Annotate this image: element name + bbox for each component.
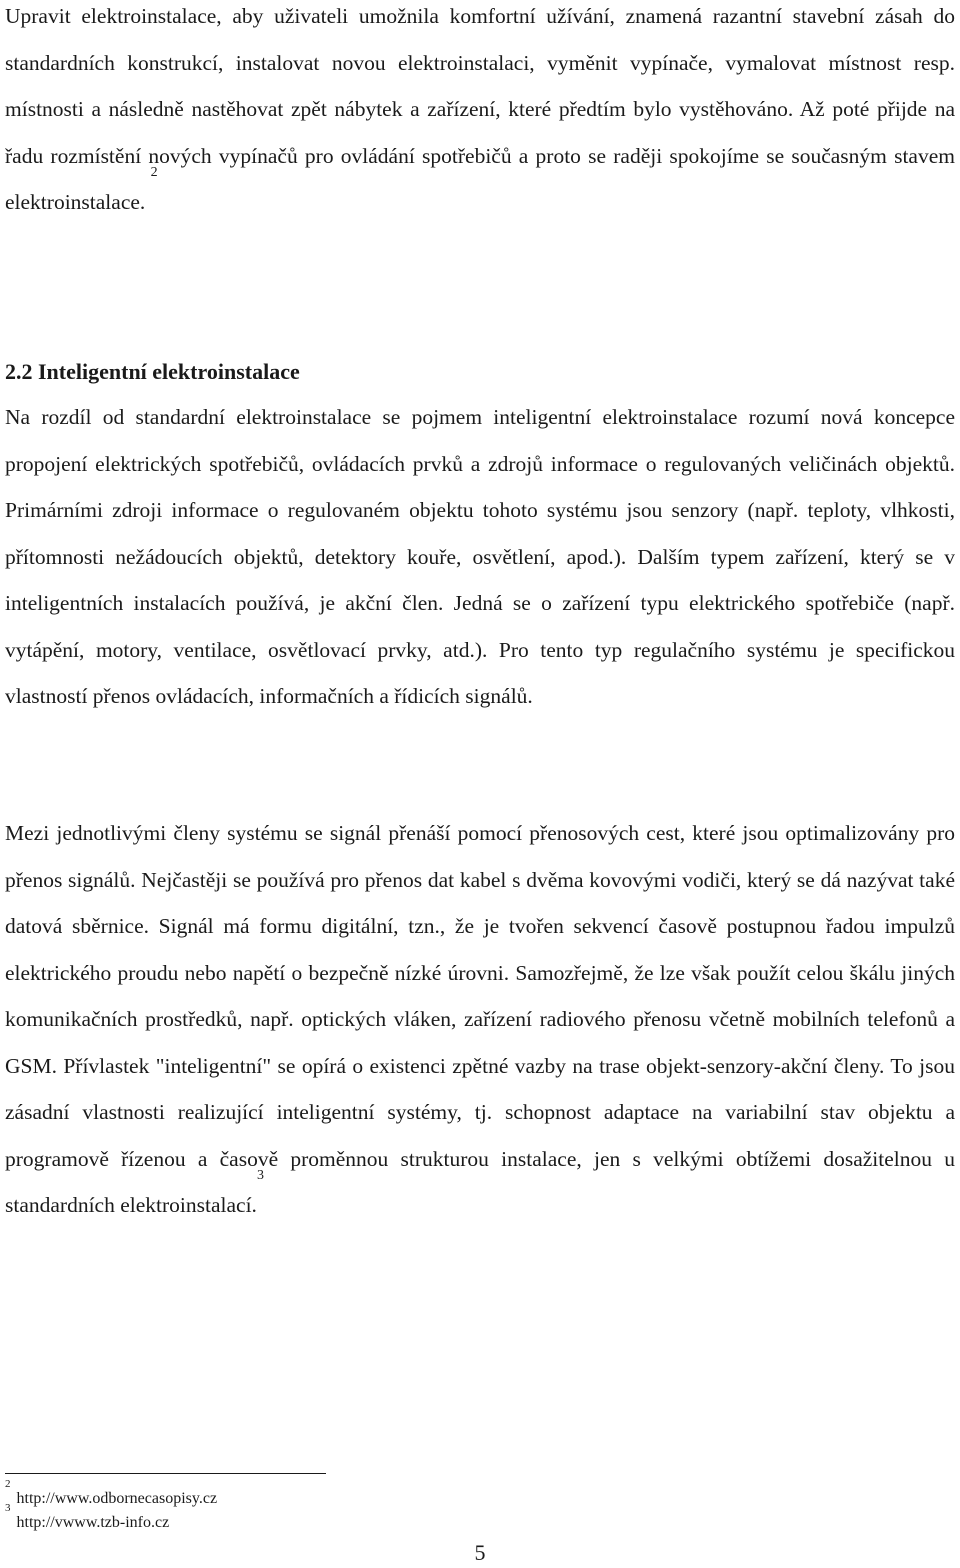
section-heading: 2.2 Inteligentní elektroinstalace (5, 359, 300, 384)
footnote-number: 3 (5, 1502, 11, 1514)
paragraph-text: Upravit elektroinstalace, aby uživateli umožnila komfortní užívání, znamená razantní stavební zásah do standardních konstrukcí, instalovat novou elektroinstalaci, vyměnit vypínače, vymalovat místnost resp. místnosti a následně nastěhovat zpět nábytek a zařízení, které předtím bylo vystěhováno. Až poté přijde na řadu rozmístění nových vypínačů pro ovládání spotřebičů a proto se raději spokojíme se současným stavem elektroinstalace. (5, 4, 955, 214)
footnote-reference[interactable]: 2 (150, 165, 158, 180)
page-number: 5 (474, 1540, 486, 1565)
footnote-link[interactable]: http://vwww.tzb-info.cz (16, 1514, 170, 1531)
footnote-number: 2 (5, 1478, 11, 1490)
footnotes (5, 1478, 218, 1535)
paragraph-text: Na rozdíl od standardní elektroinstalace se pojmem inteligentní elektroinstalace rozumí nová koncepce propojení elektrických spotřebičů, ovládacích prvků a zdrojů informace o regulovaných veličinách objektů. Primárními zdroji informace o regulovaném objektu tohoto systému jsou senzory (např. teploty, vlhkosti, přítomnosti nežádoucích objektů, detektory kouře, osvětlení, apod.). Dalším typem zařízení, který se v inteligentních instalacích používá, je akční člen. Jedná se o zařízení typu elektrického spotřebiče (např. vytápění, motory, ventilace, osvětlovací prvky, atd.). Pro tento typ regulačního systému je specifickou vlastností přenos ovládacích, informačních a řídicích signálů. (5, 405, 955, 708)
footnote-item (5, 1502, 217, 1535)
footnote-link[interactable]: http://www.odbornecasopisy.cz (16, 1490, 218, 1507)
footnote-reference[interactable]: 3 (256, 1168, 264, 1183)
footnote-separator (5, 1473, 326, 1474)
paragraph-text: Mezi jednotlivými členy systému se signál přenáší pomocí přenosových cest, které jsou optimalizovány pro přenos signálů. Nejčastěji se používá pro přenos dat kabel s dvěma kovovými vodiči, který se dá nazývat také datová sběrnice. Signál má formu digitální, tzn., že je tvořen sekvencí časově postupnou řadou impulzů elektrického proudu nebo napětí o bezpečně nízké úrovni. Samozřejmě, že lze však použít celou škálu jiných komunikačních prostředků, např. optických vláken, zařízení radiového přenosu včetně mobilních telefonů a GSM. Přívlastek "inteligentní" se opírá o existenci zpětné vazby na trase objekt-senzory-akční členy. To jsou zásadní vlastnosti realizující inteligentní systémy, tj. schopnost adaptace na variabilní stav objektu a programově řízenou a časově proměnnou strukturou instalace, jen s velkými obtížemi dosažitelnou u standardních elektroinstalací. (5, 821, 955, 1217)
paragraph (5, 0, 955, 226)
paragraph (5, 394, 955, 720)
footnote-item (5, 1478, 218, 1511)
paragraph (5, 810, 955, 1229)
